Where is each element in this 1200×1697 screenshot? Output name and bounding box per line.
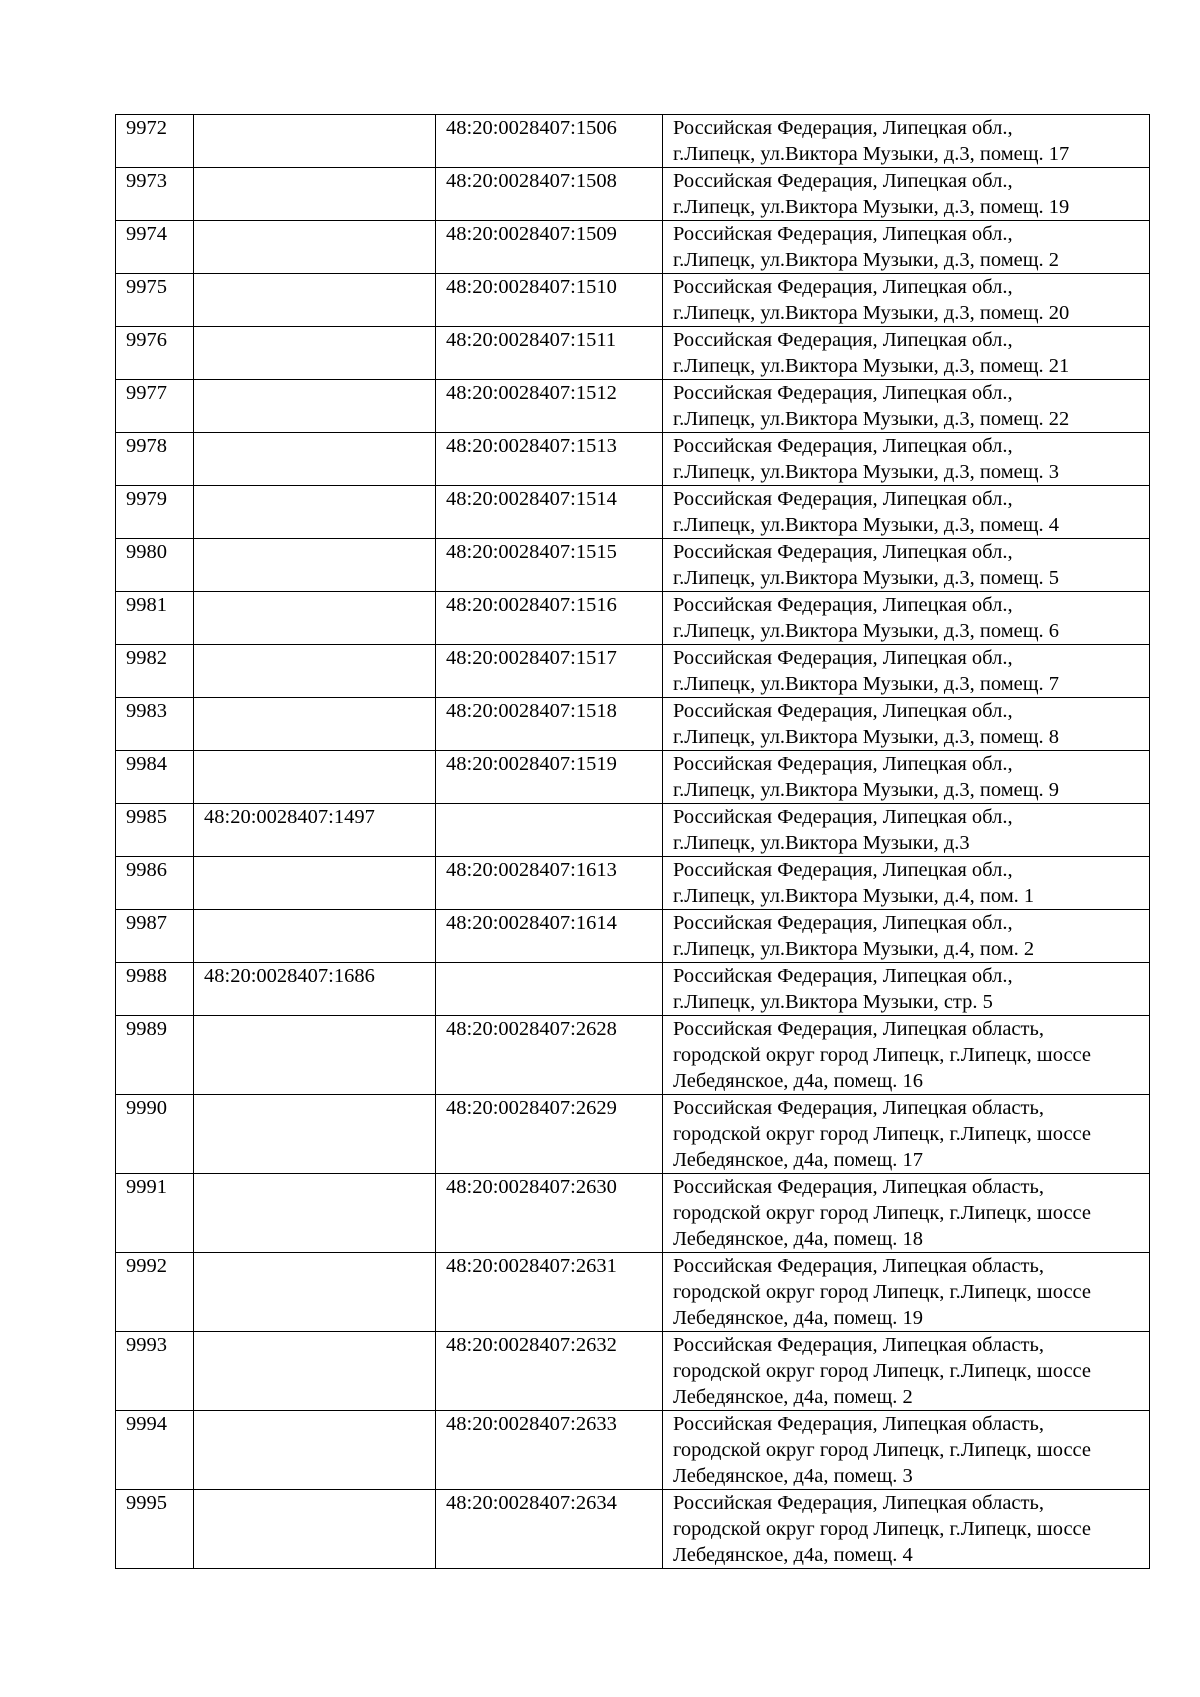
address-line: Российская Федерация, Липецкая область, xyxy=(673,1255,1044,1277)
building-cadastral-number-cell xyxy=(194,1174,436,1253)
address-cell xyxy=(663,804,1150,857)
room-cadastral-number-cell: 48:20:0028407:1512 xyxy=(436,380,663,433)
address-line: г.Липецк, ул.Виктора Музыки, д.3 xyxy=(673,832,970,854)
address-line: г.Липецк, ул.Виктора Музыки, д.3, помещ. 6 xyxy=(673,620,1060,642)
address-line: Российская Федерация, Липецкая обл., xyxy=(673,859,1013,881)
table-row xyxy=(116,1253,1150,1332)
table-row xyxy=(116,963,1150,1016)
address-line: Лебедянское, д4а, помещ. 2 xyxy=(673,1386,913,1408)
address-cell xyxy=(663,433,1150,486)
address-line: г.Липецк, ул.Виктора Музыки, д.4, пом. 1 xyxy=(673,885,1035,907)
building-cadastral-number-cell xyxy=(194,274,436,327)
row-number-cell: 9972 xyxy=(116,115,194,168)
address-line: г.Липецк, ул.Виктора Музыки, д.3, помещ. 20 xyxy=(673,302,1070,324)
row-number-cell: 9981 xyxy=(116,592,194,645)
address-cell xyxy=(663,1332,1150,1411)
building-cadastral-number-cell: 48:20:0028407:1497 xyxy=(194,804,436,857)
row-number-cell: 9989 xyxy=(116,1016,194,1095)
row-number-cell: 9977 xyxy=(116,380,194,433)
address-line: г.Липецк, ул.Виктора Музыки, д.3, помещ. 5 xyxy=(673,567,1060,589)
address-line: Лебедянское, д4а, помещ. 19 xyxy=(673,1307,924,1329)
row-number-cell: 9982 xyxy=(116,645,194,698)
room-cadastral-number-cell: 48:20:0028407:1614 xyxy=(436,910,663,963)
table-row xyxy=(116,1490,1150,1569)
row-number-cell: 9980 xyxy=(116,539,194,592)
row-number-cell: 9973 xyxy=(116,168,194,221)
room-cadastral-number-cell: 48:20:0028407:1506 xyxy=(436,115,663,168)
address-line: г.Липецк, ул.Виктора Музыки, д.3, помещ. 22 xyxy=(673,408,1070,430)
address-line: Российская Федерация, Липецкая обл., xyxy=(673,170,1013,192)
address-line: г.Липецк, ул.Виктора Музыки, д.3, помещ. 7 xyxy=(673,673,1060,695)
room-cadastral-number-cell: 48:20:0028407:1516 xyxy=(436,592,663,645)
address-cell xyxy=(663,592,1150,645)
row-number-cell: 9978 xyxy=(116,433,194,486)
table-row xyxy=(116,380,1150,433)
table-row xyxy=(116,804,1150,857)
address-line: Российская Федерация, Липецкая обл., xyxy=(673,912,1013,934)
room-cadastral-number-cell: 48:20:0028407:2628 xyxy=(436,1016,663,1095)
address-line: городской округ город Липецк, г.Липецк, шоссе xyxy=(673,1123,1091,1145)
address-line: Российская Федерация, Липецкая обл., xyxy=(673,276,1013,298)
address-cell xyxy=(663,274,1150,327)
address-line: городской округ город Липецк, г.Липецк, шоссе xyxy=(673,1360,1091,1382)
address-line: городской округ город Липецк, г.Липецк, шоссе xyxy=(673,1439,1091,1461)
room-cadastral-number-cell xyxy=(436,804,663,857)
row-number-cell: 9984 xyxy=(116,751,194,804)
room-cadastral-number-cell: 48:20:0028407:1514 xyxy=(436,486,663,539)
address-line: г.Липецк, ул.Виктора Музыки, стр. 5 xyxy=(673,991,993,1013)
address-line: Российская Федерация, Липецкая обл., xyxy=(673,647,1013,669)
row-number-cell: 9988 xyxy=(116,963,194,1016)
table-row xyxy=(116,486,1150,539)
address-line: г.Липецк, ул.Виктора Музыки, д.3, помещ. 4 xyxy=(673,514,1060,536)
room-cadastral-number-cell: 48:20:0028407:1519 xyxy=(436,751,663,804)
address-line: Российская Федерация, Липецкая обл., xyxy=(673,382,1013,404)
address-line: Российская Федерация, Липецкая обл., xyxy=(673,700,1013,722)
address-cell xyxy=(663,1253,1150,1332)
address-line: городской округ город Липецк, г.Липецк, шоссе xyxy=(673,1044,1091,1066)
address-line: г.Липецк, ул.Виктора Музыки, д.3, помещ. 2 xyxy=(673,249,1060,271)
table-row xyxy=(116,274,1150,327)
address-line: Российская Федерация, Липецкая обл., xyxy=(673,965,1013,987)
address-line: Российская Федерация, Липецкая область, xyxy=(673,1413,1044,1435)
row-number-cell: 9995 xyxy=(116,1490,194,1569)
building-cadastral-number-cell xyxy=(194,168,436,221)
address-line: Российская Федерация, Липецкая область, xyxy=(673,1334,1044,1356)
address-line: Лебедянское, д4а, помещ. 16 xyxy=(673,1070,924,1092)
address-line: Российская Федерация, Липецкая обл., xyxy=(673,594,1013,616)
table-row xyxy=(116,1016,1150,1095)
address-line: Российская Федерация, Липецкая обл., xyxy=(673,488,1013,510)
row-number-cell: 9991 xyxy=(116,1174,194,1253)
address-cell xyxy=(663,910,1150,963)
address-cell xyxy=(663,1411,1150,1490)
address-line: г.Липецк, ул.Виктора Музыки, д.3, помещ. 9 xyxy=(673,779,1060,801)
address-cell xyxy=(663,380,1150,433)
building-cadastral-number-cell xyxy=(194,1095,436,1174)
room-cadastral-number-cell: 48:20:0028407:2631 xyxy=(436,1253,663,1332)
table-row xyxy=(116,910,1150,963)
address-cell xyxy=(663,115,1150,168)
address-line: Российская Федерация, Липецкая обл., xyxy=(673,223,1013,245)
table-row xyxy=(116,698,1150,751)
address-line: Российская Федерация, Липецкая обл., xyxy=(673,117,1013,139)
room-cadastral-number-cell: 48:20:0028407:1517 xyxy=(436,645,663,698)
building-cadastral-number-cell xyxy=(194,433,436,486)
address-line: Российская Федерация, Липецкая область, xyxy=(673,1097,1044,1119)
address-line: г.Липецк, ул.Виктора Музыки, д.4, пом. 2 xyxy=(673,938,1035,960)
property-registry-table xyxy=(115,114,1150,1569)
address-line: г.Липецк, ул.Виктора Музыки, д.3, помещ. 3 xyxy=(673,461,1060,483)
room-cadastral-number-cell: 48:20:0028407:1509 xyxy=(436,221,663,274)
address-line: Российская Федерация, Липецкая обл., xyxy=(673,806,1013,828)
table-row xyxy=(116,1095,1150,1174)
building-cadastral-number-cell xyxy=(194,857,436,910)
building-cadastral-number-cell xyxy=(194,751,436,804)
row-number-cell: 9994 xyxy=(116,1411,194,1490)
address-line: Российская Федерация, Липецкая обл., xyxy=(673,541,1013,563)
building-cadastral-number-cell xyxy=(194,539,436,592)
table-row xyxy=(116,327,1150,380)
address-cell xyxy=(663,1016,1150,1095)
building-cadastral-number-cell xyxy=(194,910,436,963)
building-cadastral-number-cell xyxy=(194,1490,436,1569)
address-cell xyxy=(663,168,1150,221)
address-line: Российская Федерация, Липецкая обл., xyxy=(673,329,1013,351)
address-cell xyxy=(663,963,1150,1016)
address-line: Российская Федерация, Липецкая область, xyxy=(673,1492,1044,1514)
address-line: Российская Федерация, Липецкая обл., xyxy=(673,435,1013,457)
building-cadastral-number-cell: 48:20:0028407:1686 xyxy=(194,963,436,1016)
table-row xyxy=(116,751,1150,804)
room-cadastral-number-cell: 48:20:0028407:2630 xyxy=(436,1174,663,1253)
row-number-cell: 9975 xyxy=(116,274,194,327)
building-cadastral-number-cell xyxy=(194,1253,436,1332)
address-line: Лебедянское, д4а, помещ. 4 xyxy=(673,1544,913,1566)
row-number-cell: 9993 xyxy=(116,1332,194,1411)
address-line: г.Липецк, ул.Виктора Музыки, д.3, помещ. 17 xyxy=(673,143,1070,165)
row-number-cell: 9992 xyxy=(116,1253,194,1332)
address-cell xyxy=(663,486,1150,539)
building-cadastral-number-cell xyxy=(194,221,436,274)
room-cadastral-number-cell: 48:20:0028407:1518 xyxy=(436,698,663,751)
table-row xyxy=(116,115,1150,168)
address-line: Лебедянское, д4а, помещ. 18 xyxy=(673,1228,924,1250)
address-line: г.Липецк, ул.Виктора Музыки, д.3, помещ. 21 xyxy=(673,355,1070,377)
room-cadastral-number-cell: 48:20:0028407:1613 xyxy=(436,857,663,910)
row-number-cell: 9979 xyxy=(116,486,194,539)
address-line: Российская Федерация, Липецкая обл., xyxy=(673,753,1013,775)
row-number-cell: 9985 xyxy=(116,804,194,857)
address-cell xyxy=(663,645,1150,698)
table-row xyxy=(116,221,1150,274)
building-cadastral-number-cell xyxy=(194,592,436,645)
address-cell xyxy=(663,221,1150,274)
address-cell xyxy=(663,327,1150,380)
table-row xyxy=(116,857,1150,910)
room-cadastral-number-cell: 48:20:0028407:1513 xyxy=(436,433,663,486)
address-cell xyxy=(663,751,1150,804)
building-cadastral-number-cell xyxy=(194,327,436,380)
address-line: городской округ город Липецк, г.Липецк, шоссе xyxy=(673,1281,1091,1303)
address-cell xyxy=(663,698,1150,751)
address-cell xyxy=(663,1174,1150,1253)
address-line: Лебедянское, д4а, помещ. 3 xyxy=(673,1465,913,1487)
table-row xyxy=(116,645,1150,698)
room-cadastral-number-cell: 48:20:0028407:2629 xyxy=(436,1095,663,1174)
table-row xyxy=(116,168,1150,221)
row-number-cell: 9976 xyxy=(116,327,194,380)
room-cadastral-number-cell: 48:20:0028407:2632 xyxy=(436,1332,663,1411)
building-cadastral-number-cell xyxy=(194,1332,436,1411)
room-cadastral-number-cell xyxy=(436,963,663,1016)
address-line: г.Липецк, ул.Виктора Музыки, д.3, помещ. 19 xyxy=(673,196,1070,218)
table-row xyxy=(116,539,1150,592)
address-line: г.Липецк, ул.Виктора Музыки, д.3, помещ. 8 xyxy=(673,726,1060,748)
row-number-cell: 9974 xyxy=(116,221,194,274)
room-cadastral-number-cell: 48:20:0028407:2634 xyxy=(436,1490,663,1569)
table-row xyxy=(116,592,1150,645)
address-line: городской округ город Липецк, г.Липецк, шоссе xyxy=(673,1202,1091,1224)
room-cadastral-number-cell: 48:20:0028407:1508 xyxy=(436,168,663,221)
room-cadastral-number-cell: 48:20:0028407:1511 xyxy=(436,327,663,380)
table-row xyxy=(116,1332,1150,1411)
room-cadastral-number-cell: 48:20:0028407:1510 xyxy=(436,274,663,327)
table-row xyxy=(116,1174,1150,1253)
room-cadastral-number-cell: 48:20:0028407:2633 xyxy=(436,1411,663,1490)
address-line: Российская Федерация, Липецкая область, xyxy=(673,1176,1044,1198)
table-body xyxy=(116,115,1150,1569)
building-cadastral-number-cell xyxy=(194,380,436,433)
building-cadastral-number-cell xyxy=(194,1411,436,1490)
address-cell xyxy=(663,539,1150,592)
building-cadastral-number-cell xyxy=(194,645,436,698)
building-cadastral-number-cell xyxy=(194,698,436,751)
row-number-cell: 9986 xyxy=(116,857,194,910)
table-row xyxy=(116,1411,1150,1490)
address-cell xyxy=(663,1490,1150,1569)
building-cadastral-number-cell xyxy=(194,1016,436,1095)
building-cadastral-number-cell xyxy=(194,486,436,539)
room-cadastral-number-cell: 48:20:0028407:1515 xyxy=(436,539,663,592)
row-number-cell: 9983 xyxy=(116,698,194,751)
table-row xyxy=(116,433,1150,486)
building-cadastral-number-cell xyxy=(194,115,436,168)
row-number-cell: 9987 xyxy=(116,910,194,963)
address-cell xyxy=(663,1095,1150,1174)
address-line: Российская Федерация, Липецкая область, xyxy=(673,1018,1044,1040)
address-line: Лебедянское, д4а, помещ. 17 xyxy=(673,1149,924,1171)
row-number-cell: 9990 xyxy=(116,1095,194,1174)
address-cell xyxy=(663,857,1150,910)
address-line: городской округ город Липецк, г.Липецк, шоссе xyxy=(673,1518,1091,1540)
